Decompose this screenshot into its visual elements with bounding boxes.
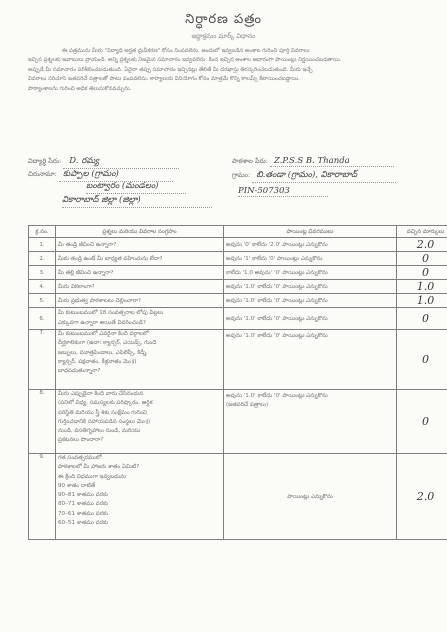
question-line: మీరు ఎప్పుడైనా కింది వారు చేసినందున (58, 391, 144, 397)
question-line: ఎక్కువగా ఉన్నారా అయితే వివరించండి? (58, 319, 146, 326)
row-question: మీరు ప్రభుత్వ పాఠశాలలు చెల్లించారా? (56, 294, 224, 308)
intro-line: ఇచ్చిన ప్రశ్నలకు జవాబులు వ్రాయండి. అన్ని ప్రశ్నలకు నిజమైన సమాచారం ఇవ్వవలెను. కింద ఇచ్చిన అంశాల ఆధారంగా పాయింట్లు నిర్ణయించబడతాయి. (28, 57, 342, 64)
table-row (29, 280, 447, 294)
table-row (29, 330, 447, 390)
row-points: అవును '1.0' కాలేదు '0' పాయింట్లు ఎన్నుకొను (224, 280, 397, 294)
row-number: 8. (29, 390, 56, 454)
row-question (56, 454, 224, 540)
row-number: 5. (29, 294, 56, 308)
question-line: మీ కుటుంబములో 18 సంవత్సరాల లోపు పిల్లలు (58, 310, 164, 317)
pin-value: PIN-507303 (238, 186, 328, 197)
question-line: నుండి, వసతిగృహాలు నుండి, మరియు (58, 428, 141, 435)
address-label: చిరునామా: (28, 170, 57, 178)
school-label: పాఠశాల పేరు: (232, 157, 268, 165)
row-points (224, 390, 397, 454)
row-points: అవును '1' కాలేదు '0' పాయింట్లు ఎన్నుకొను (224, 252, 397, 266)
column-header-question: ప్రశ్నలు మరియు వివరాల సంగ్రహం (56, 226, 224, 238)
question-line: గత సంవత్సరములో (58, 455, 102, 461)
intro-line: అప్పుడే మీ సమాచారం పరిశీలించబడుతుంది. ఏదైనా తప్పు సమాచారం ఇచ్చినట్లు తేలితే మీ దరఖాస్తు తిరస్కరించబడుతుంది. మీరు ఇచ్చే (28, 66, 313, 73)
row-score: 2.0 (397, 454, 447, 540)
question-line: (పనిలో విధ్య, సమస్యలకు పరిష్కారం, ఆర్థిక (58, 400, 153, 407)
question-line: పాఠశాలలో మీ హాజరు శాతం ఏమిటి? (58, 464, 140, 471)
question-line: గుర్తించడానికి సహాయపడిన సంస్థలు మొ॥) (58, 418, 151, 425)
row-question (56, 330, 224, 390)
row-question (56, 308, 224, 330)
name-value: D. రమ్య (63, 156, 179, 169)
row-score: 0 (397, 330, 447, 390)
row-number: 6. (29, 308, 56, 330)
village-value: బి.తండా (గ్రామం), వికారాబాద్ (252, 170, 396, 183)
row-points: అవును '1.0' కాలేదు '0' పాయింట్లు ఎన్నుకొను (224, 294, 397, 308)
address-value-2: బంట్వారం (మండలం) (86, 181, 186, 194)
question-table (28, 225, 447, 540)
column-header-points: పాయింట్ల వివరములు (224, 226, 397, 238)
row-number: 2. (29, 252, 56, 266)
points-text: పాయింట్లు ఎన్నుకొను (287, 493, 333, 500)
table-row (29, 454, 447, 540)
row-score: 1.0 (397, 294, 447, 308)
row-points: అవును '0' కాలేదు '2.0' పాయింట్లు ఎన్నుకొను (224, 238, 397, 252)
row-number: 7. (29, 330, 56, 390)
row-points: అవును '1.0' కాలేదు '0' పాయింట్లు ఎన్నుకొను (224, 330, 397, 390)
intro-line: పాఠ్యాంశాలను గురించి అధిక తెలుసుకొనవచ్చును. (28, 85, 132, 92)
name-field (28, 156, 179, 169)
row-question: మీకు తండ్రి ఉంటే మీ బాధ్యత వహించును లేదా? (56, 252, 224, 266)
name-label: విద్యార్థి పేరు: (28, 157, 62, 165)
row-question: మీ తండ్రి జీవించి ఉన్నారా? (56, 238, 224, 252)
question-line: ప్రకటనలు పొందారా? (58, 437, 104, 444)
question-line: 60–51 శాతము వరకు (58, 520, 108, 527)
question-line: క్యాన్సర్, పక్షవాతం, కీళ్లవాతం మొ॥) (58, 358, 137, 365)
row-score: 0 (397, 308, 447, 330)
row-score: 1.0 (397, 280, 447, 294)
question-line: జబ్బులు, మూత్రపిండాలు, ఎపిలెప్సీ, కిడ్నీ, (58, 349, 148, 356)
points-line: అవును '1.0' కాలేదు '0' పాయింట్లు ఎన్నుకొను (226, 393, 328, 399)
row-points: కాలేదు '1.0 అవును' '0' పాయింట్లు ఎన్నుకొను (224, 266, 397, 280)
column-header-number: క్ర.సం. (29, 226, 56, 238)
address-field-3 (62, 195, 212, 208)
question-line: ఈ క్రింది విధముగా ఇవ్వబడును (58, 473, 126, 480)
row-question (56, 390, 224, 454)
question-line: బాధపడుతున్నారా? (58, 368, 101, 375)
address-value-1: కుప్పాల (గ్రామం) (59, 169, 173, 182)
row-question: మీరు వికలాంగా? (56, 280, 224, 294)
row-number: 4. (29, 280, 56, 294)
row-score: 0 (397, 390, 447, 454)
row-number: 1. (29, 238, 56, 252)
question-line: 90–81 శాతము వరకు (58, 492, 108, 499)
row-number: 9. (29, 454, 56, 540)
question-line: పరిస్థితి మరియు స్త్రీ శిశు సంక్షేమం గురించి (58, 409, 147, 416)
question-line: దీర్ఘకాలికంగా (ఉదా: క్యాన్సర్, ఎయిడ్స్, గుండె (58, 340, 157, 347)
village-field (232, 170, 396, 183)
address-field-2 (86, 181, 186, 194)
page-subtitle: ఇద్దాక్రమం మార్క్ విధానం (191, 32, 256, 40)
table-row (29, 238, 447, 252)
row-number: 3. (29, 266, 56, 280)
table-row (29, 390, 447, 454)
intro-line: ఈ పత్రమును మీరు "విద్యాధి అర్హత ధ్రువీకరణ" కోసం నింపవలెను. అందులో ఇవ్వబడిన అంశాల గురించి పూర్తి వివరాలు (62, 48, 310, 54)
question-line: 70–61 శాతము వరకు (58, 510, 108, 517)
page-title: నిర్ధారణ పత్రం (185, 12, 262, 27)
points-line: (జతపరిచే పత్రాలు) (226, 402, 269, 409)
village-label: గ్రామం: (232, 171, 251, 179)
row-score: 0 (397, 252, 447, 266)
question-line: మీ కుటుంబములో ఎవరైనా కింది వర్గాలలో (58, 331, 149, 337)
table-row (29, 294, 447, 308)
address-value-3: వికారాబాద్ జిల్లా (జిల్లా) (62, 195, 212, 208)
school-value: Z.P.S.S B. Thanda (270, 156, 394, 167)
pin-field (238, 186, 328, 197)
row-question: మీ తల్లి జీవించి ఉన్నారా? (56, 266, 224, 280)
table-header-row (29, 226, 447, 238)
table-row (29, 266, 447, 280)
question-line: 90 శాతం దాటితే (58, 482, 96, 489)
table-row (29, 252, 447, 266)
intro-line: వివరాలు సరిచూసి జతపరిచే పత్రాలతో పాటు పంపవలెను. కార్యాలయ వినియోగం కోసం మాత్రమే కొన్ని కాలమ్స్ కేటాయించబడ్డాయి. (28, 76, 300, 83)
school-field (232, 156, 394, 167)
question-line: 80–71 శాతము వరకు (58, 501, 108, 508)
table-row (29, 308, 447, 330)
column-header-score: వచ్చిన మార్కులు (397, 226, 447, 238)
intro-paragraph (28, 47, 434, 94)
row-score: 0 (397, 266, 447, 280)
row-points: అవును '1.0' కాలేదు '0' పాయింట్లు ఎన్నుకొను (224, 308, 397, 330)
row-points (224, 454, 397, 540)
row-score: 2.0 (397, 238, 447, 252)
